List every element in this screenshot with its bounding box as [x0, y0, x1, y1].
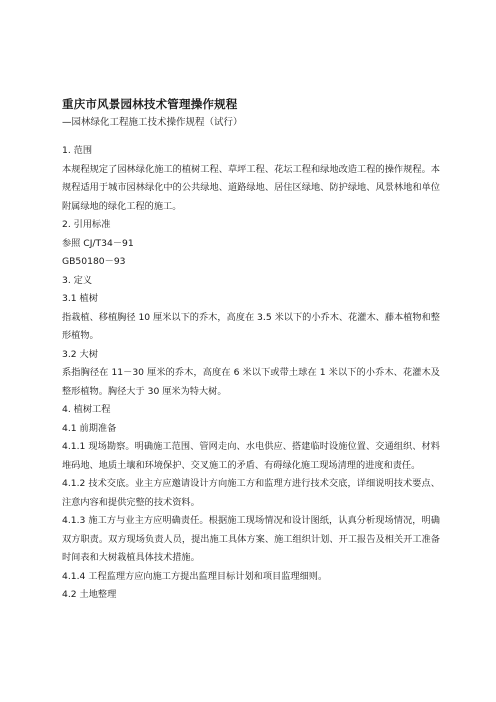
paragraph: 4.1.2 技术交底。业主方应邀请设计方向施工方和监理方进行技术交底，详细说明技术要点、注意内容和提供完整的技术资料。: [62, 478, 440, 508]
document-page: [62, 96, 440, 605]
reference-item: 参照 CJ/T34－91: [62, 237, 134, 249]
section-heading: 4. 植树工程: [62, 404, 111, 415]
paragraph: 系指胸径在 11－30 厘米的乔木，高度在 6 米以下或带土球在 1 米以下的小乔木、花灌木及整形植物。胸径大于 30 厘米为特大树。: [62, 367, 440, 397]
section-heading: 2. 引用标准: [62, 219, 111, 230]
subsection-heading: 4.2 土地整理: [62, 589, 117, 600]
paragraph: 指栽植、移植胸径 10 厘米以下的乔木，高度在 3.5 米以下的小乔木、花灌木、藤本植物和整形植物。: [62, 311, 440, 341]
paragraph: 4.1.4 工程监理方应向施工方提出监理目标计划和项目监理细则。: [62, 570, 328, 582]
subsection-heading: 3.1 植树: [62, 293, 98, 304]
paragraph: 4.1.1 现场勘察。明确施工范围、管网走向、水电供应、搭建临时设施位置、交通组织、材料堆码地、地质土壤和环境保护、交叉施工的矛盾、有碍绿化施工现场清理的进度和责任。: [62, 441, 440, 471]
subsection-heading: 4.1 前期准备: [62, 422, 117, 434]
reference-item: GB50180－93: [62, 256, 126, 267]
section-heading: 3. 定义: [62, 274, 93, 286]
paragraph: 本规程规定了园林绿化施工的植树工程、草坪工程、花坛工程和绿地改造工程的操作规程。本规程适用于城市园林绿化中的公共绿地、道路绿地、居住区绿地、防护绿地、风景林地和单位附属绿地的绿化工程的施工。: [62, 163, 440, 212]
section-heading: 1. 范围: [62, 145, 93, 156]
document-subtitle: —园林绿化工程施工技术操作规程（试行）: [62, 117, 243, 128]
paragraph: 4.1.3 施工方与业主方应明确责任。根据施工现场情况和设计图纸，认真分析现场情况，明确双方职责。双方现场负责人员，提出施工具体方案、施工组织计划、开工报告及相关开工准备时间表和大树栽植具体技术措施。: [62, 515, 440, 563]
subsection-heading: 3.2 大树: [62, 348, 98, 360]
document-title: 重庆市风景园林技术管理操作规程: [62, 97, 238, 111]
